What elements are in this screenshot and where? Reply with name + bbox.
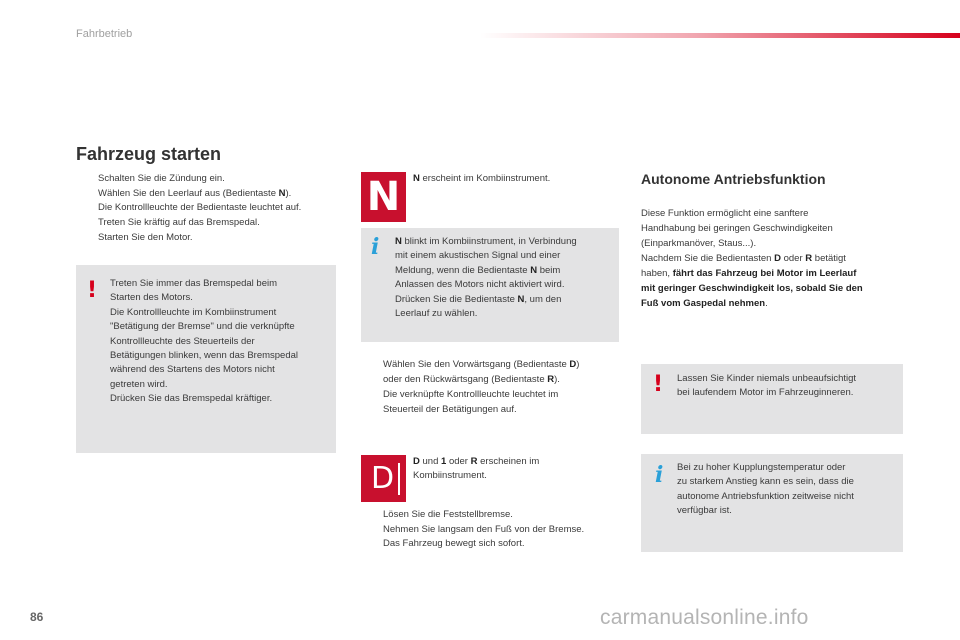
start-steps-list [76,172,346,246]
list-item: Wählen Sie den Leerlauf aus (Bedientaste N). Die Kontrollleuchte der Bedientaste leuchtet auf. [98,188,302,213]
release-steps-list [361,508,621,552]
children-warning-text: Lassen Sie Kinder niemals unbeaufsichtigt bei laufendem Motor im Fahrzeuginneren. [677,373,857,399]
watermark: carmanualsonline.info [600,606,809,629]
gear-d-indicator: D [361,455,406,502]
list-item: Lösen Sie die Feststellbremse. [383,509,513,520]
warning-icon: ! [87,278,98,303]
page-number: 86 [30,610,44,624]
neutral-info-panel [361,228,619,342]
section-title: Fahrbetrieb [76,28,133,40]
list-item: Treten Sie kräftig auf das Bremspedal. [98,217,260,228]
neutral-info-text: N blinkt im Kombiinstrument, in Verbindung mit einem akustischen Signal und einer Meldung, wenn die Bedientaste N beim Anlassen des Motors nicht aktiviert wird. Drücken Sie die Bedientaste N, um den Leerlauf zu wählen. [395,236,577,320]
autonomous-function-text: Diese Funktion ermöglicht eine sanftere Handhabung bei geringen Geschwindigkeiten (Einparkmanöver, Staus...). Nachdem Sie die Bedientasten D oder R betätigt haben, fährt das Fahrzeug bei Motor im Leerlauf mit geringer Geschwindigkeit los, sobald Sie den Fuß vom Gaspedal nehmen. [641,208,863,309]
list-item: Wählen Sie den Vorwärtsgang (Bedientaste D) oder den Rückwärtsgang (Bedientaste R). Die verknüpfte Kontrollleuchte leuchtet im Steuerteil der Betätigungen auf. [383,359,580,415]
clutch-info-text: Bei zu hoher Kupplungstemperatur oder zu starkem Anstieg kann es sein, dass die autonome Antriebsfunktion zeitweise nicht verfügbar ist. [677,462,854,517]
clutch-info-panel [641,454,903,552]
gear-n-indicator: N [361,172,406,222]
info-icon: i [655,462,664,488]
list-item: Nehmen Sie langsam den Fuß von der Bremse. Das Fahrzeug bewegt sich sofort. [383,524,585,549]
list-item: Schalten Sie die Zündung ein. [98,173,225,184]
warning-icon: ! [653,372,664,397]
autonomous-function-title: Autonome Antriebsfunktion [641,171,826,187]
gear-n-text: N erscheint im Kombiinstrument. [413,173,551,184]
children-warning-panel [641,364,903,434]
page-title: Fahrzeug starten [76,144,222,164]
brake-warning-panel [76,265,336,453]
list-item: Starten Sie den Motor. [98,232,193,243]
forward-gear-step [361,357,619,418]
info-icon: i [371,234,380,260]
header-accent-line [480,33,960,38]
brake-warning-text: Treten Sie immer das Bremspedal beim Starten des Motors. Die Kontrollleuchte im Kombiinstrument "Betätigung der Bremse" und die verknüpfte Kontrollleuchte des Steuerteils der Betätigungen blinken, wenn das Bremspedal während des Startens des Motors nicht getreten wird. Drücken Sie das Bremspedal kräftiger. [110,278,299,405]
gear-d-text: D und 1 oder R erscheinen im Kombiinstrument. [413,456,540,481]
